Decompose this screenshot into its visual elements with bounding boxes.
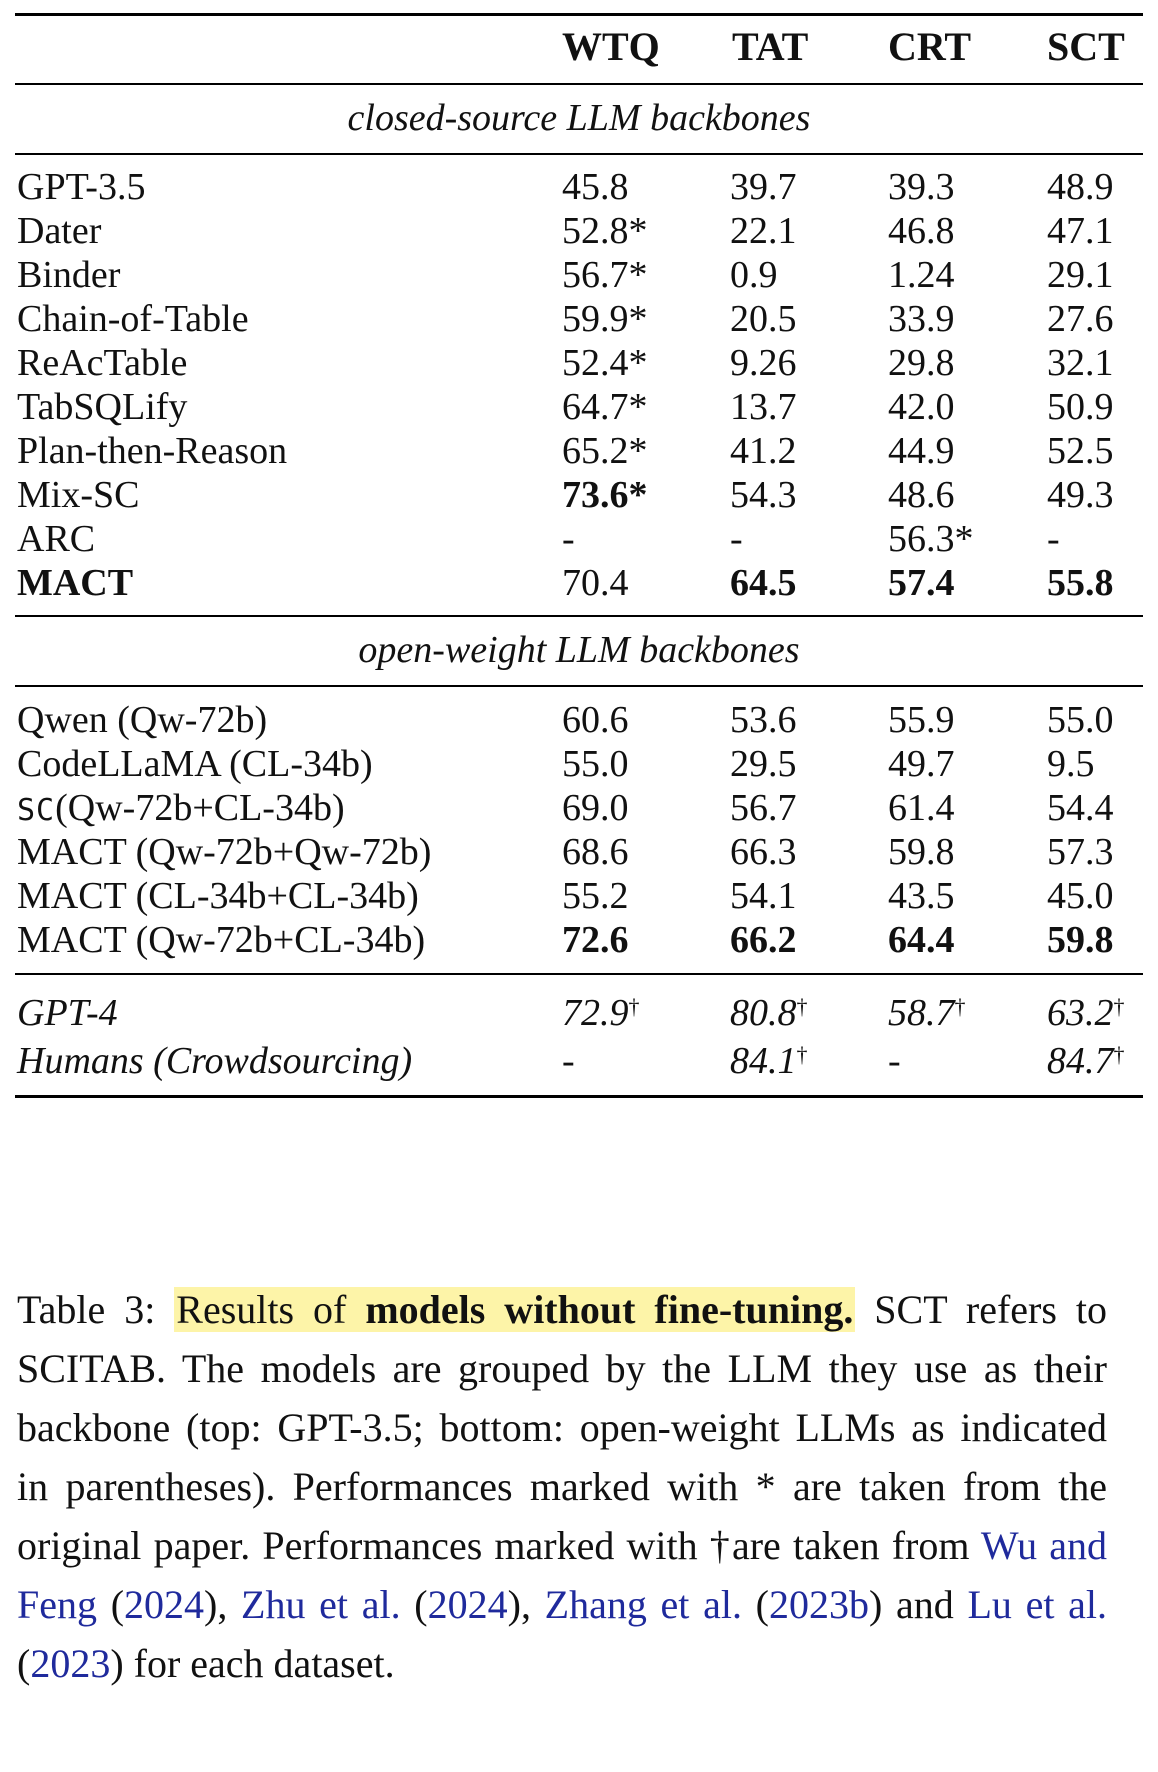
table-row [0,206,1158,256]
score-wtq: 52.8* [562,210,648,252]
score-tat: - [730,518,743,560]
table-row [0,739,1158,789]
score-sct: 55.0 [1047,699,1114,741]
score-crt: 46.8 [888,210,955,252]
score-value: 58.7 [888,992,955,1034]
caption-separator: , [217,1582,242,1627]
table-row [0,915,1158,965]
column-header-sct: SCT [1047,24,1125,69]
score-crt: 1.24 [888,254,955,296]
score-tat: 54.1 [730,875,797,917]
score-wtq: 55.0 [562,743,629,785]
citation-link-wu-feng[interactable]: Wu and Feng [17,1523,1107,1627]
score-value: 80.8 [730,992,797,1034]
score-crt: - [888,1040,901,1082]
score-tat: 0.9 [730,254,778,296]
model-name: Dater [17,210,102,252]
model-name: GPT-4 [17,992,118,1034]
citation-year-link[interactable]: 2023 [30,1641,111,1686]
score-crt: 43.5 [888,875,955,917]
score-sct: 45.0 [1047,875,1114,917]
score-value: 84.7 [1047,1040,1114,1082]
score-wtq: 64.7* [562,386,648,428]
dagger-mark: † [796,1042,808,1067]
score-wtq: 59.9* [562,298,648,340]
score-value: 84.1 [730,1040,797,1082]
score-crt: 48.6 [888,474,955,516]
model-name-prefix: SC [17,793,56,828]
score-sct: 57.3 [1047,831,1114,873]
model-name: TabSQLify [17,386,188,428]
citation-year-link[interactable]: 2024 [427,1582,508,1627]
score-sct: 47.1 [1047,210,1114,252]
score-sct [1047,1036,1125,1086]
table-row [0,783,1158,833]
caption-body: SCT refers to SCITAB. The models are grouped by the LLM they use as their backbone (top: GPT-3.5; bottom: open-weight LLMs as indicated in parentheses). Performances marked with * are taken from the original paper. Performances marked with †are taken from [17,1287,1107,1568]
model-name-suffix: (Qw-72b+CL-34b) [55,787,345,829]
table-row [0,871,1158,921]
section-separator-rule [15,615,1143,617]
score-wtq-best: 73.6* [562,474,648,516]
column-header-wtq: WTQ [562,24,660,69]
score-wtq: 70.4 [562,562,629,604]
model-name: Qwen (Qw-72b) [17,699,268,741]
score-tat: 39.7 [730,166,797,208]
dagger-mark: † [796,994,808,1019]
model-name: CodeLLaMA (CL-34b) [17,743,373,785]
score-tat [730,988,808,1038]
score-tat: 20.5 [730,298,797,340]
score-tat: 9.26 [730,342,797,384]
model-name: Plan-then-Reason [17,430,288,472]
score-sct: 9.5 [1047,743,1095,785]
model-name: Binder [17,254,121,296]
table-row [0,162,1158,212]
score-sct: 54.4 [1047,787,1114,829]
column-header-crt: CRT [888,24,972,69]
score-tat: 66.3 [730,831,797,873]
model-name: Chain-of-Table [17,298,249,340]
score-tat: 29.5 [730,743,797,785]
score-tat: 54.3 [730,474,797,516]
section-title-open-weight: open-weight LLM backbones [358,629,800,671]
header-rule [15,83,1143,85]
table-row [0,827,1158,877]
dagger-mark: † [1113,994,1125,1019]
score-wtq: 52.4* [562,342,648,384]
caption-highlight-bold: models without fine-tuning. [365,1287,854,1332]
score-wtq: 56.7* [562,254,648,296]
table-row [0,1036,1158,1086]
model-name: Humans (Crowdsourcing) [17,1040,413,1082]
table-row [0,470,1158,520]
score-crt: 29.8 [888,342,955,384]
model-name: GPT-3.5 [17,166,146,208]
score-wtq: 65.2* [562,430,648,472]
score-sct-best: 55.8 [1047,562,1114,604]
table-top-rule [15,13,1143,16]
score-crt [888,988,966,1038]
table-row [0,382,1158,432]
table-row [0,558,1158,608]
score-value: 72.9 [562,992,629,1034]
score-crt: 61.4 [888,787,955,829]
score-tat: 22.1 [730,210,797,252]
score-sct: 49.3 [1047,474,1114,516]
score-tat: 56.7 [730,787,797,829]
score-wtq: 68.6 [562,831,629,873]
model-name: MACT (Qw-72b+CL-34b) [17,919,426,961]
citation-year-link[interactable]: 2023b [768,1582,869,1627]
score-crt-best: 57.4 [888,562,955,604]
caption-end: for each dataset. [123,1641,395,1686]
score-wtq: 60.6 [562,699,629,741]
caption-highlight-text: Results of [176,1287,366,1332]
dagger-mark: † [954,994,966,1019]
score-wtq-best: 72.6 [562,919,629,961]
score-tat: 41.2 [730,430,797,472]
citation-link-zhu[interactable]: Zhu et al. [241,1582,401,1627]
score-tat [730,1036,808,1086]
table-row [0,294,1158,344]
section-2-rule [15,685,1143,687]
score-wtq: 69.0 [562,787,629,829]
model-name: MACT (CL-34b+CL-34b) [17,875,419,917]
citation-year-link[interactable]: 2024 [124,1582,205,1627]
score-crt: 55.9 [888,699,955,741]
score-crt: 39.3 [888,166,955,208]
dagger-mark: † [628,994,640,1019]
caption-separator: , [520,1582,545,1627]
caption-highlight [174,1287,855,1332]
citation-link-zhang[interactable]: Zhang et al. [544,1582,742,1627]
score-sct: - [1047,518,1060,560]
model-name: ReAcTable [17,342,188,384]
score-crt: 49.7 [888,743,955,785]
score-sct: 29.1 [1047,254,1114,296]
score-sct: 48.9 [1047,166,1114,208]
dagger-mark: † [1113,1042,1125,1067]
caption-label: Table 3: [17,1287,175,1332]
score-wtq: 45.8 [562,166,629,208]
score-tat: 13.7 [730,386,797,428]
table-header-row [0,22,1158,72]
score-sct-best: 59.8 [1047,919,1114,961]
score-value: 63.2 [1047,992,1114,1034]
score-sct: 27.6 [1047,298,1114,340]
score-crt-best: 64.4 [888,919,955,961]
score-crt: 56.3* [888,518,974,560]
citation-link-lu[interactable]: Lu et al. [967,1582,1108,1627]
table-row [0,250,1158,300]
score-wtq [562,988,640,1038]
score-sct: 52.5 [1047,430,1114,472]
score-crt: 33.9 [888,298,955,340]
score-wtq: - [562,1040,575,1082]
caption-separator: and [882,1582,968,1627]
score-sct [1047,988,1125,1038]
section-1-rule [15,153,1143,155]
model-name: MACT [17,562,134,604]
score-crt: 59.8 [888,831,955,873]
table-caption: Table 3: Results of models without fine-tuning. SCT refers to SCITAB. The models are grouped by the LLM they use as their backbone (top: GPT-3.5; bottom: open-weight LLMs as indicated in parentheses). Performances marked with * are taken from the original paper. Performances marked with †are taken from Wu and Feng (2024), Zhu et al. (2024), Zhang et al. (2023b) and Lu et al. (2023) for each dataset. [17,1287,1108,1686]
table-row [0,514,1158,564]
model-name: MACT (Qw-72b+Qw-72b) [17,831,432,873]
table-row [0,695,1158,745]
table-row [0,988,1158,1038]
model-name: ARC [17,518,96,560]
column-header-tat: TAT [732,24,809,69]
section-title-closed-source: closed-source LLM backbones [347,97,811,139]
reference-rule [15,973,1143,975]
score-tat-best: 64.5 [730,562,797,604]
score-crt: 42.0 [888,386,955,428]
score-sct: 50.9 [1047,386,1114,428]
table-row [0,426,1158,476]
table-row [0,338,1158,388]
score-tat-best: 66.2 [730,919,797,961]
table-bottom-rule [15,1095,1143,1098]
score-sct: 32.1 [1047,342,1114,384]
model-name: Mix-SC [17,474,140,516]
score-wtq: - [562,518,575,560]
score-tat: 53.6 [730,699,797,741]
score-wtq: 55.2 [562,875,629,917]
score-crt: 44.9 [888,430,955,472]
